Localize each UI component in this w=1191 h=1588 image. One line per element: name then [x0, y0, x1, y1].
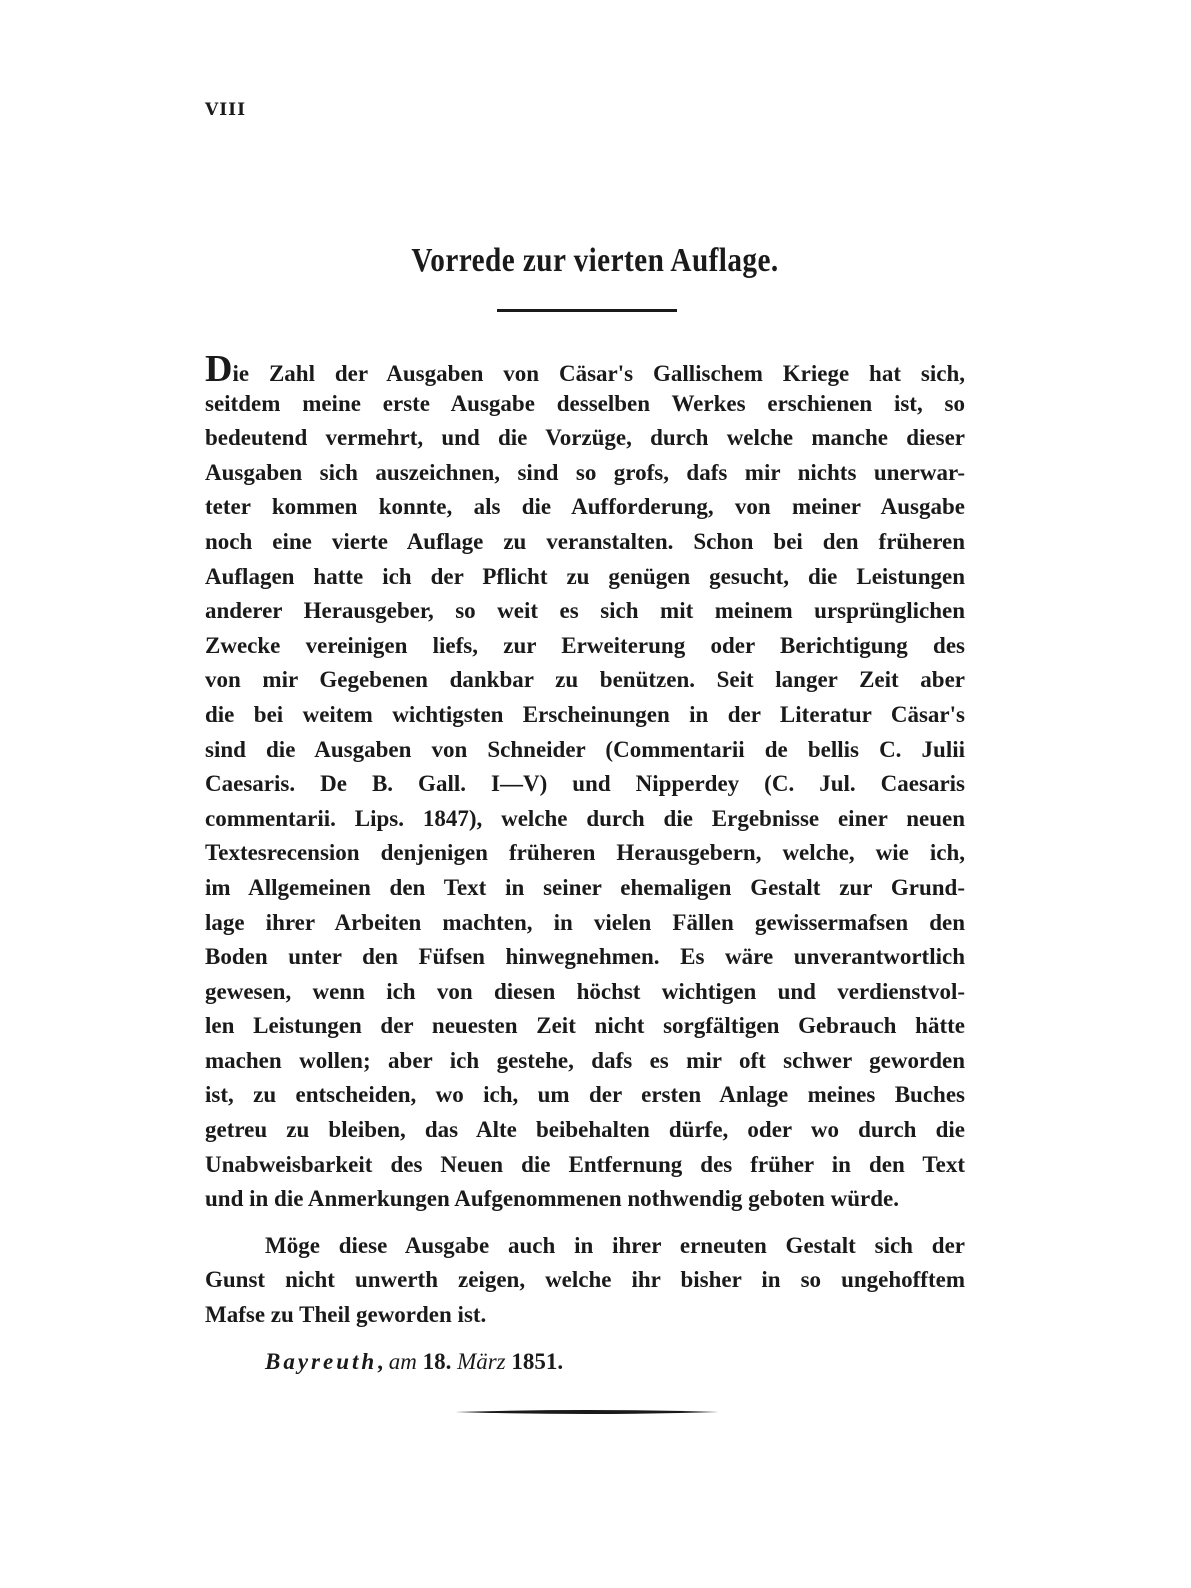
signature-comma: , — [377, 1349, 383, 1374]
paragraph-gap — [205, 1217, 965, 1229]
text-line: commentarii. Lips. 1847), welche durch die Ergebnisse einer neuen — [205, 805, 965, 831]
title-divider — [497, 309, 677, 312]
signature-line — [265, 1349, 563, 1375]
text-line: von mir Gegebenen dankbar zu benützen. Seit langer Zeit aber — [205, 667, 965, 693]
text-line: lage ihrer Arbeiten machten, in vielen Fällen gewissermafsen den — [205, 909, 965, 935]
text-line: sind die Ausgaben von Schneider (Commentarii de bellis C. Julii — [205, 736, 965, 762]
text-line: machen wollen; aber ich gestehe, dafs es mir oft schwer geworden — [205, 1047, 965, 1073]
text-line: Caesaris. De B. Gall. I—V) und Nipperdey (C. Jul. Caesaris — [205, 771, 965, 797]
page-title: Vorrede zur vierten Auflage. — [411, 242, 779, 279]
text-line: gewesen, wenn ich von diesen höchst wichtigen und verdienstvol- — [205, 978, 965, 1004]
signature-am: am — [388, 1349, 417, 1374]
text-line: Ausgaben sich auszeichnen, sind so grofs, dafs mir nichts unerwar- — [205, 459, 965, 485]
text-line: bedeutend vermehrt, und die Vorzüge, durch welche manche dieser — [205, 425, 965, 451]
text-line: noch eine vierte Auflage zu veranstalten. Schon bei den früheren — [205, 528, 965, 554]
text-line: Auflagen hatte ich der Pflicht zu genügen gesucht, die Leistungen — [205, 563, 965, 589]
text-line: Boden unter den Füfsen hinwegnehmen. Es wäre unverantwortlich — [205, 944, 965, 970]
text-line: Zwecke vereinigen liefs, zur Erweiterung oder Berichtigung des — [205, 632, 965, 658]
text-line: teter kommen konnte, als die Aufforderung, von meiner Ausgabe — [205, 494, 965, 520]
text-line: Möge diese Ausgabe auch in ihrer erneuten Gestalt sich der — [265, 1232, 965, 1258]
text-line: die bei weitem wichtigsten Erscheinungen in der Literatur Cäsar's — [205, 701, 965, 727]
text-line: anderer Herausgeber, so weit es sich mit meinem ursprünglichen — [205, 598, 965, 624]
text-line: und in die Anmerkungen Aufgenommenen nothwendig geboten würde. — [205, 1186, 899, 1212]
text-line: Unabweisbarkeit des Neuen die Entfernung des früher in den Text — [205, 1151, 965, 1177]
text-line: ist, zu entscheiden, wo ich, um der ersten Anlage meines Buches — [205, 1082, 965, 1108]
text-line: Die Zahl der Ausgaben von Cäsar's Gallischem Kriege hat sich, — [205, 348, 965, 390]
text-line: len Leistungen der neuesten Zeit nicht sorgfältigen Gebrauch hätte — [205, 1013, 965, 1039]
signature-month: März — [457, 1349, 506, 1374]
closing-ornament-rule — [455, 1409, 719, 1415]
paragraph-1 — [205, 348, 965, 1217]
paragraph-2 — [205, 1229, 965, 1333]
text-line: Mafse zu Theil geworden ist. — [205, 1302, 487, 1328]
signature-place: Bayreuth — [265, 1349, 378, 1374]
text-line: getreu zu bleiben, das Alte beibehalten dürfe, oder wo durch die — [205, 1117, 965, 1143]
text-line: seitdem meine erste Ausgabe desselben Werkes erschienen ist, so — [205, 390, 965, 416]
preface-body — [205, 348, 965, 1333]
text-line: Gunst nicht unwerth zeigen, welche ihr bisher in so ungehofftem — [205, 1267, 965, 1293]
text-line: im Allgemeinen den Text in seiner ehemaligen Gestalt zur Grund- — [205, 874, 965, 900]
signature-year: 1851. — [511, 1349, 564, 1374]
signature-day: 18. — [422, 1349, 452, 1374]
page-number: VIII — [205, 100, 247, 120]
text-line: Textesrecension denjenigen früheren Herausgebern, welche, wie ich, — [205, 840, 965, 866]
